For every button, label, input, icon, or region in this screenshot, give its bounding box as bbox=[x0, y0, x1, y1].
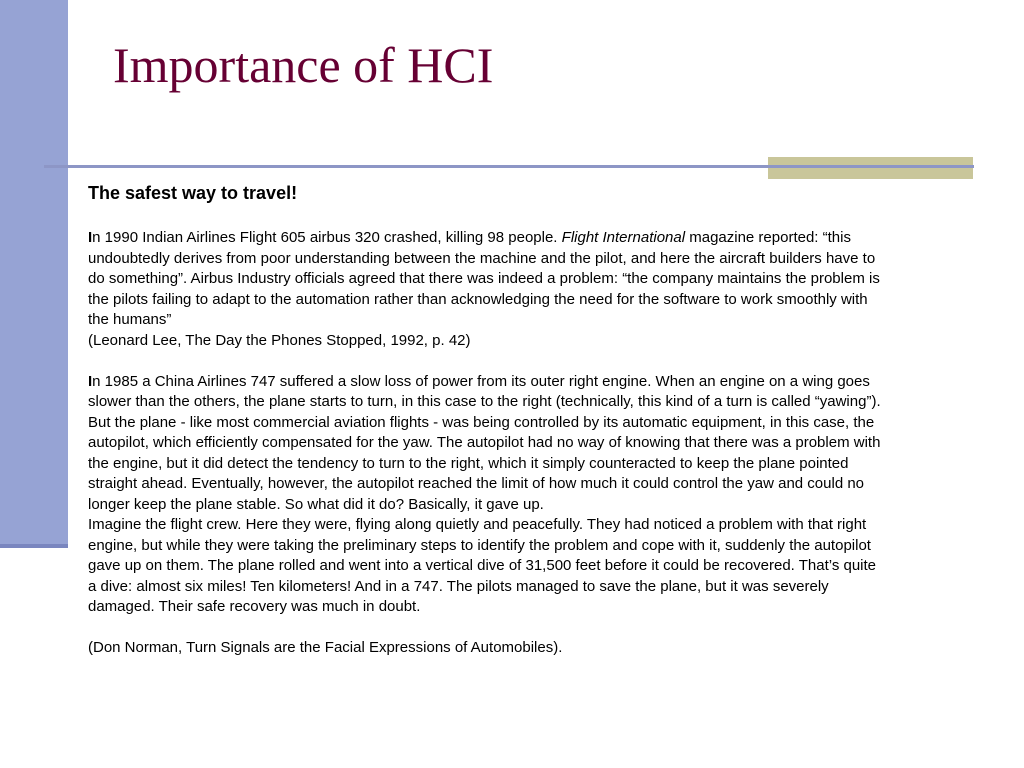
section-heading: The safest way to travel! bbox=[88, 183, 298, 203]
story-1-magazine-title: Flight International bbox=[561, 229, 686, 246]
story-1-text-after: magazine reported: “this undoubtedly derives from poor understanding between the machine and the pilot, and here the aircraft builders have to do something”. Airbus Industry officials agreed that there was indeed a problem: “the company maintains the problem is the pilots failing to adapt to the automation rather than acknowledging the need for the software to work smoothly with the humans” bbox=[88, 229, 880, 328]
story-1-citation: (Leonard Lee, The Day the Phones Stopped, 1992, p. 42) bbox=[88, 331, 471, 349]
story-2-initial: I bbox=[88, 372, 93, 390]
story-2-text: n 1985 a China Airlines 747 suffered a slow loss of power from its outer right engine. When an engine on a wing goes slower than the others, the plane starts to turn, in this case to the right (technically, this kind of a turn is called “yawing”). But the plane - like most commercial aviation flights - was being controlled by its automatic equipment, in this case, the autopilot, which efficiently compensated for the yaw. The autopilot had no way of knowing that there was a problem with the engine, but it did detect the tendency to turn to the right, which it simply counteracted to keep the plane pointed straight ahead. Eventually, however, the autopilot reached the limit of how much it could control the yaw and could no longer keep the plane stable. So what did it do? Basically, it gave up. bbox=[88, 372, 881, 513]
left-decorative-bar bbox=[0, 0, 68, 548]
story-2-continuation: Imagine the flight crew. Here they were, flying along quietly and peacefully. They had noticed a problem with that right engine, but while they were taking the preliminary steps to identify the problem and cope with it, suddenly the autopilot gave up on them. The plane rolled and went into a vertical dive of 31,500 feet before it could be recovered. That’s quite a dive: almost six miles! Ten kilometers! And in a 747. The pilots managed to save the plane, but it was severely damaged. Their safe recovery was much in doubt. bbox=[88, 516, 877, 615]
slide-body bbox=[88, 180, 888, 659]
story-1-text-before: n 1990 Indian Airlines Flight 605 airbus 320 crashed, killing 98 people. bbox=[92, 229, 562, 246]
slide-title: Importance of HCI bbox=[113, 37, 494, 93]
story-2-citation: (Don Norman, Turn Signals are the Facial Expressions of Automobiles). bbox=[88, 639, 563, 656]
paragraph-gap bbox=[88, 351, 888, 372]
paragraph-gap bbox=[88, 618, 888, 639]
left-bar-edge bbox=[0, 544, 68, 548]
story-1-paragraph bbox=[88, 228, 888, 331]
story-1-initial: I bbox=[88, 229, 93, 246]
story-2-paragraph bbox=[88, 372, 888, 516]
divider-accent-block bbox=[768, 157, 973, 179]
